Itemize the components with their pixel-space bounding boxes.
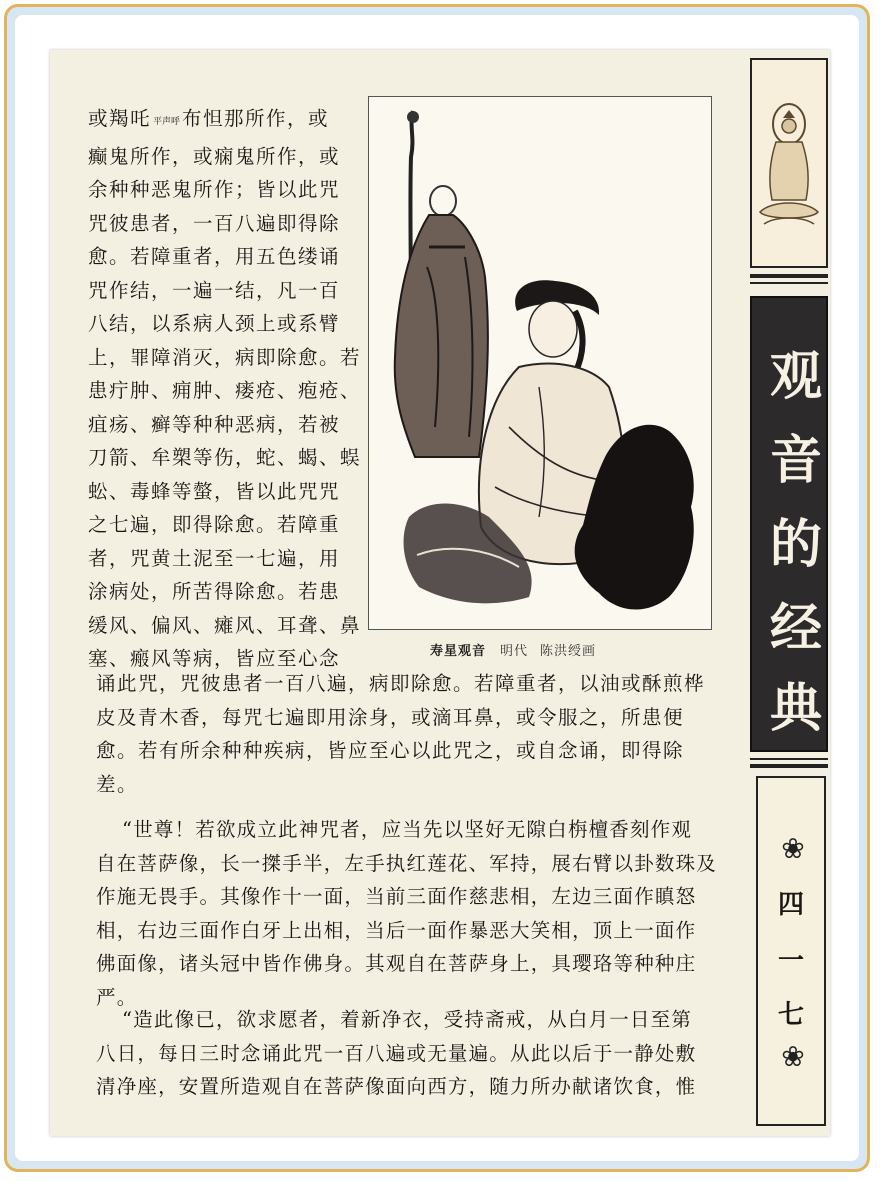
caption-title: 寿星观音 xyxy=(430,644,487,659)
text-line: 严。 xyxy=(96,985,138,1009)
text-line: 愈。若障重者，用五色缕诵 xyxy=(88,245,341,268)
text-line: 八结，以系病人颈上或系臂 xyxy=(88,312,341,335)
section-title-panel xyxy=(750,296,828,752)
text-line: 刀箭、牟槊等伤，蛇、蝎、蜈 xyxy=(88,446,362,469)
guanyin-emblem xyxy=(750,58,828,268)
pronunciation-note: 平声呼 xyxy=(153,117,181,127)
title-char: 的 xyxy=(769,514,822,575)
side-strip xyxy=(750,50,830,1136)
page-number-panel xyxy=(756,776,826,1126)
text-line: 之七遍，即得除愈。若障重 xyxy=(88,513,341,536)
text-line: 塞、瘢风等病，皆应至心念 xyxy=(88,647,341,670)
divider-rule xyxy=(750,282,828,284)
illustration-shouxing-guanyin xyxy=(368,96,712,630)
text-line: 皮及青木香，每咒七遍即用涂身，或滴耳鼻，或令服之，所患便 xyxy=(96,705,685,729)
page-number-char: 四 xyxy=(777,890,804,920)
text-line: 作施无畏手。其像作十一面，当前三面作慈悲相，左边三面作瞋怒 xyxy=(96,885,697,908)
text-line: 佛面像，诸头冠中皆作佛身。其观自在菩萨身上，具璎珞等种种庄 xyxy=(96,952,697,975)
paragraph-ritual xyxy=(96,1003,736,1104)
title-char: 观 xyxy=(769,346,822,407)
text-line: 缓风、偏风、瘫风、耳聋、鼻 xyxy=(88,613,362,637)
text-line: “造此像已，欲求愿者，着新净衣，受持斋戒，从白月一日至第 xyxy=(122,1008,693,1031)
text-line: 上，罪障消灭，病即除愈。若 xyxy=(88,345,362,369)
text-line: 自在菩萨像，长一搩手半，左手执红莲花、军持，展右臂以卦数珠及 xyxy=(96,851,718,875)
title-char: 经 xyxy=(769,598,822,659)
title-char: 典 xyxy=(769,678,822,739)
text-line: 诵此咒，咒彼患者一百八遍，病即除愈。若障重者，以油或酥煎桦 xyxy=(96,672,706,695)
text-line: 相，右边三面作白牙上出相，当后一面作暴恶大笑相，顶上一面作 xyxy=(96,918,697,942)
page-number-char: 一 xyxy=(777,946,804,976)
caption-dynasty: 明代 xyxy=(500,644,529,659)
text-line: 癫鬼所作，或痫鬼所作，或 xyxy=(88,144,341,168)
text-line: 蚣、毒蜂等螫，皆以此咒咒 xyxy=(88,479,341,503)
paragraph-sutra-image xyxy=(96,813,736,1014)
text-line: 者，咒黄土泥至一七遍，用 xyxy=(88,546,341,570)
caption-artist: 陈洪绶画 xyxy=(540,644,597,659)
illustration-caption xyxy=(430,640,608,659)
wrapped-text-column xyxy=(88,102,378,676)
divider-rule xyxy=(750,274,828,278)
text-line: “世尊！若欲成立此神咒者，应当先以坚好无隙白栴檀香刻作观 xyxy=(122,818,693,841)
flower-ornament-icon: ❀ xyxy=(781,832,805,865)
ink-painting-image xyxy=(369,97,711,629)
text-line: 涂病处，所苦得除愈。若患 xyxy=(88,580,341,603)
text-line: 八日，每日三时念诵此咒一百八遍或无量遍。从此以后于一静处敷 xyxy=(96,1041,697,1065)
text-line: 疽疡、癣等种种恶病，若被 xyxy=(88,412,341,436)
guanyin-figure-icon xyxy=(752,60,826,266)
divider-rule xyxy=(750,758,828,760)
text-line: 患疔肿、痈肿、瘘疮、疱疮、 xyxy=(88,379,362,402)
text-line: 愈。若有所余种种疾病，皆应至心以此咒之，或自念诵，即得除 xyxy=(96,739,685,762)
divider-rule xyxy=(750,764,828,768)
text-line: 差。 xyxy=(96,772,139,796)
text-line: 或羯吒 平声呼 布怛那所作，或 xyxy=(88,107,330,130)
text-line: 咒彼患者，一百八遍即得除 xyxy=(88,211,341,235)
text-line: 余种种恶鬼所作；皆以此咒 xyxy=(88,178,341,201)
flower-ornament-icon: ❀ xyxy=(781,1040,805,1073)
text-line: 咒作结，一遍一结，凡一百 xyxy=(88,278,341,302)
text-line: 清净座，安置所造观自在菩萨像面向西方，随力所办献诸饮食，惟 xyxy=(96,1075,697,1098)
book-page xyxy=(50,50,830,1136)
full-width-text xyxy=(96,667,726,801)
title-char: 音 xyxy=(769,430,822,491)
page-number-char: 七 xyxy=(777,1000,804,1030)
